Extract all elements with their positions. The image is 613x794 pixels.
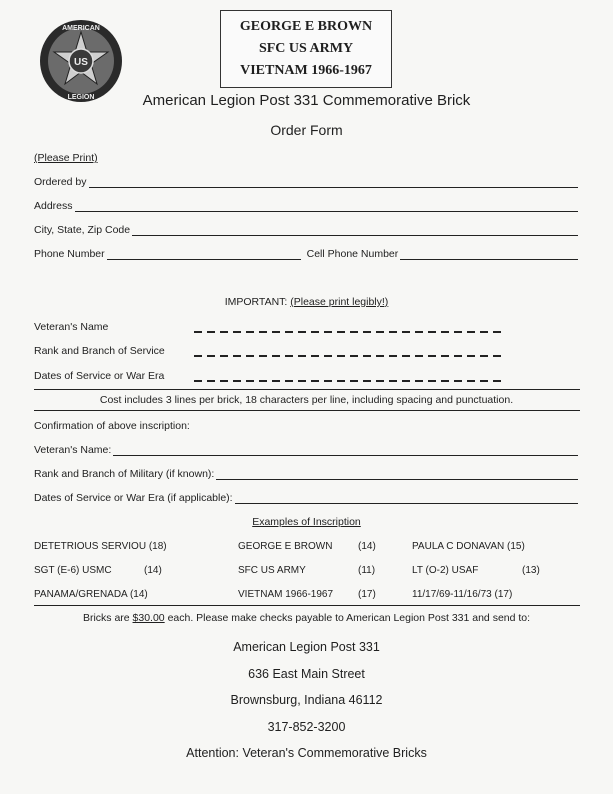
confirm-dates-line[interactable]	[235, 493, 578, 504]
important-note: IMPORTANT: (Please print legibly!)	[224, 296, 389, 308]
city-state-zip-field[interactable]	[34, 224, 578, 236]
dates-service-dash-line[interactable]	[194, 380, 506, 382]
page-title: American Legion Post 331 Commemorative Brick	[142, 92, 471, 109]
emblem-top-text: AMERICAN	[62, 25, 100, 32]
cost-note: Cost includes 3 lines per brick, 18 characters per line, including spacing and punctuation.	[99, 394, 514, 406]
confirm-name-line[interactable]	[113, 445, 578, 456]
city-state-zip-line[interactable]	[132, 225, 578, 236]
mailing-street: 636 East Main Street	[248, 667, 365, 681]
phone-row[interactable]	[34, 248, 578, 260]
please-print-note: (Please Print)	[34, 152, 98, 164]
mailing-name: American Legion Post 331	[233, 640, 380, 654]
cell-phone-label: Cell Phone Number	[306, 248, 399, 260]
confirm-rank-field[interactable]	[34, 468, 578, 480]
address-label: Address	[34, 200, 73, 212]
brick-sample	[220, 10, 392, 88]
confirm-dates-label: Dates of Service or War Era (if applicable):	[34, 492, 233, 504]
ordered-by-label: Ordered by	[34, 176, 87, 188]
city-state-zip-label: City, State, Zip Code	[34, 224, 131, 236]
example-item: DETETRIOUS SERVIOU (18)	[34, 541, 167, 552]
phone-line[interactable]	[107, 249, 301, 260]
ordered-by-line[interactable]	[89, 177, 578, 188]
examples-heading: Examples of Inscription	[252, 516, 361, 528]
example-item: GEORGE E BROWN (14)	[238, 541, 376, 552]
rank-branch-dash-line[interactable]	[194, 355, 506, 357]
brick-line-1: GEORGE E BROWN	[239, 19, 373, 34]
address-field[interactable]	[34, 200, 578, 212]
divider	[34, 410, 580, 411]
mailing-city: Brownsburg, Indiana 46112	[230, 693, 383, 707]
divider	[34, 389, 580, 390]
divider	[34, 605, 580, 606]
confirm-dates-field[interactable]	[34, 492, 578, 504]
rank-branch-label: Rank and Branch of Service	[34, 345, 165, 357]
confirmation-heading: Confirmation of above inscription:	[34, 420, 190, 432]
example-item: PAULA C DONAVAN (15)	[412, 541, 525, 552]
confirm-rank-line[interactable]	[216, 469, 578, 480]
emblem-bottom-text: LEGION	[67, 94, 95, 101]
veterans-name-label: Veteran's Name	[34, 321, 109, 333]
phone-label: Phone Number	[34, 248, 105, 260]
mailing-attention: Attention: Veteran's Commemorative Bricks	[186, 746, 427, 760]
brick-line-2: SFC US ARMY	[258, 41, 354, 56]
address-line[interactable]	[75, 201, 578, 212]
cell-phone-line[interactable]	[400, 249, 578, 260]
example-item: PANAMA/GRENADA (14)	[34, 589, 148, 600]
example-item: LT (O-2) USAF (13)	[412, 565, 540, 576]
page-subtitle: Order Form	[270, 122, 343, 138]
confirm-name-field[interactable]	[34, 444, 578, 456]
dates-service-label: Dates of Service or War Era	[34, 370, 165, 382]
brick-line-3: VIETNAM 1966-1967	[240, 63, 372, 78]
ordered-by-field[interactable]	[34, 176, 578, 188]
confirm-name-label: Veteran's Name:	[34, 444, 112, 456]
example-item: SGT (E-6) USMC (14)	[34, 565, 162, 576]
mailing-phone: 317-852-3200	[267, 720, 346, 734]
example-item: 11/17/69-11/16/73 (17)	[412, 589, 513, 600]
veterans-name-dash-line[interactable]	[194, 331, 506, 333]
emblem-center-text: US	[74, 57, 88, 68]
confirm-rank-label: Rank and Branch of Military (if known):	[34, 468, 215, 480]
example-item: VIETNAM 1966-1967 (17)	[238, 589, 376, 600]
example-item: SFC US ARMY (11)	[238, 565, 376, 576]
price-note: Bricks are $30.00 each. Please make checks payable to American Legion Post 331 and send to:	[82, 612, 531, 624]
